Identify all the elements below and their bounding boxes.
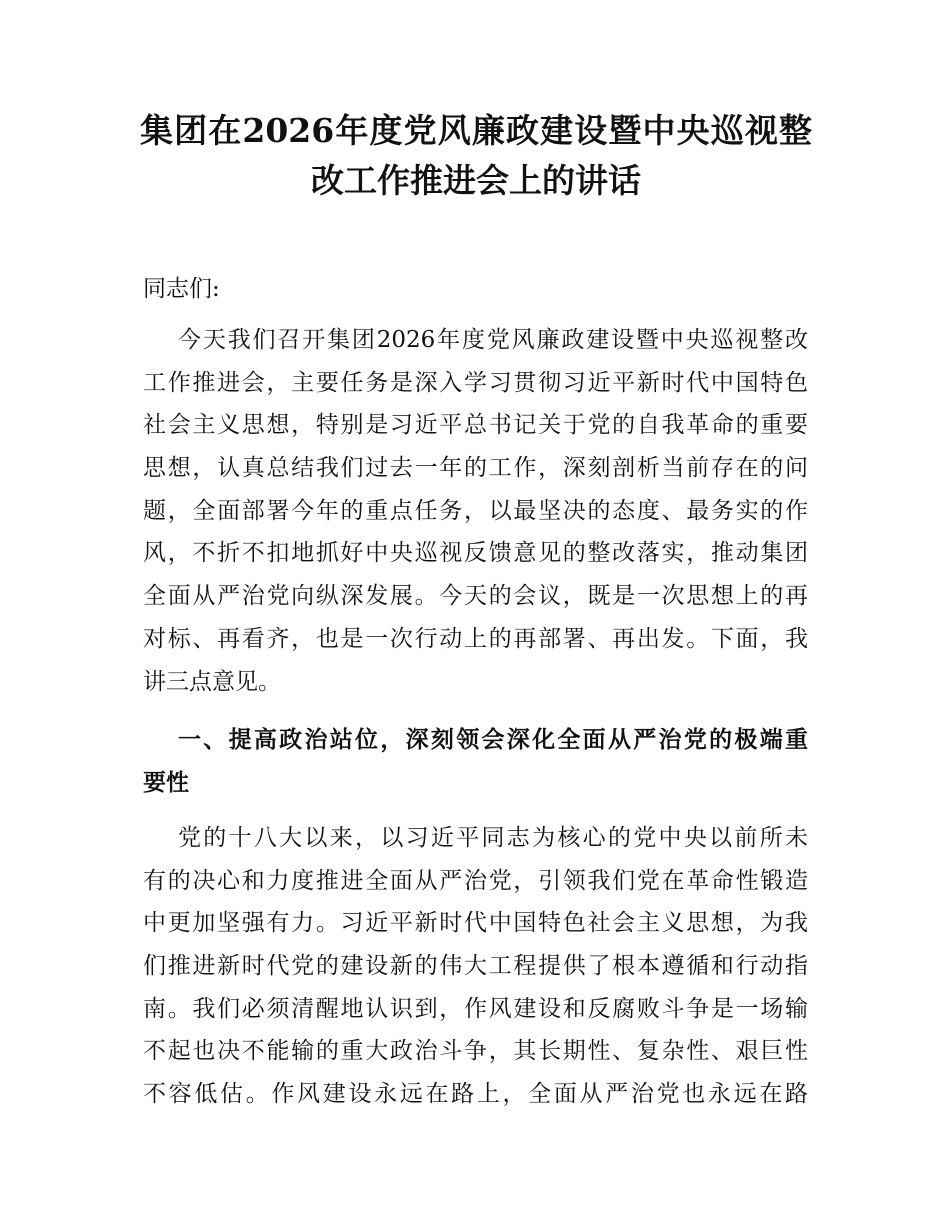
paragraph-section-1 [143,817,808,1116]
text-line: 对标、再看齐，也是一次行动上的再部署、再出发。下面，我 [143,625,808,652]
document-title-line-1: 集团在2026年度党风廉政建设暨中央巡视整 [140,111,812,150]
text-line: 讲三点意见。 [143,668,281,695]
salutation [143,268,808,311]
section-heading-1 [143,719,808,804]
paragraph-intro [143,319,808,703]
text-line: 们推进新时代党的建设新的伟大工程提供了根本遵循和行动指 [143,953,808,980]
text-line: 今天我们召开集团2026年度党风廉政建设暨中央巡视整改 [178,327,808,353]
text-line: 全面从严治党向纵深发展。今天的会议，既是一次思想上的再 [143,583,808,610]
text-line: 思想，认真总结我们过去一年的工作，深刻剖析当前存在的问 [143,455,808,482]
text-line: 工作推进会，主要任务是深入学习贯彻习近平新时代中国特色 [143,369,808,396]
text-line: 题，全面部署今年的重点任务，以最坚决的态度、最务实的作 [143,497,808,524]
text-line: 不起也决不能输的重大政治斗争，其长期性、复杂性、艰巨性 [143,1038,808,1065]
text-line: 风，不折不扣地抓好中央巡视反馈意见的整改落实，推动集团 [143,540,808,567]
text-line: 一、提高政治站位，深刻领会深化全面从严治党的极端重 [178,727,808,753]
text-line: 不容低估。作风建设永远在路上，全面从严治党也永远在路 [143,1081,808,1108]
text-line: 要性 [143,769,189,796]
text-line: 有的决心和力度推进全面从严治党，引领我们党在革命性锻造 [143,867,808,894]
text-line: 社会主义思想，特别是习近平总书记关于党的自我革命的重要 [143,412,808,439]
text-line: 党的十八大以来，以习近平同志为核心的党中央以前所未 [178,825,808,851]
salutation-text: 同志们: [143,276,220,302]
text-line: 中更加坚强有力。习近平新时代中国特色社会主义思想，为我 [143,910,808,937]
text-line: 南。我们必须清醒地认识到，作风建设和反腐败斗争是一场输 [143,995,808,1022]
document-title-line-2: 改工作推进会上的讲话 [311,161,641,200]
